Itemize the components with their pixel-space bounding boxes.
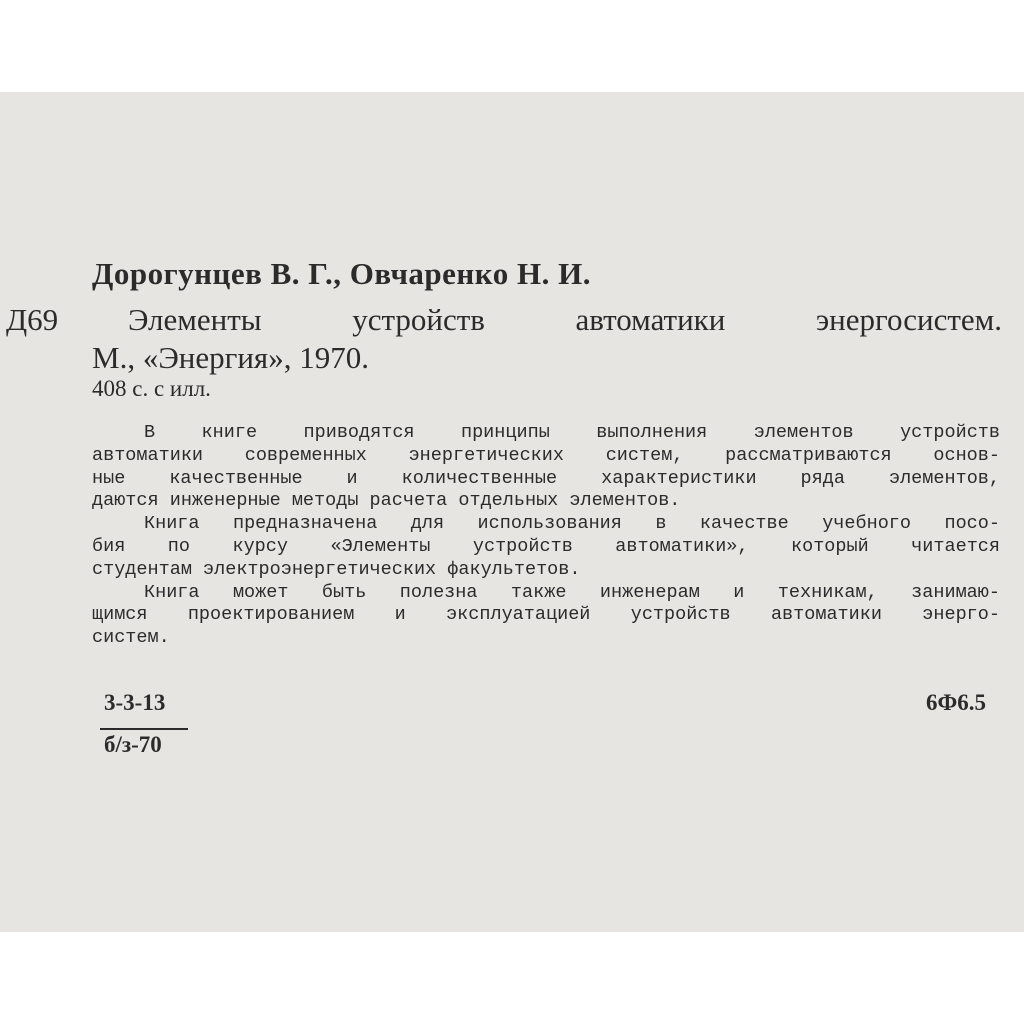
abstract-line: щимся проектированием и эксплуатацией устройств автоматики энерго- bbox=[92, 604, 1000, 626]
title-word: автоматики bbox=[575, 302, 726, 337]
title-word: Элементы bbox=[128, 302, 262, 337]
abstract-line: В книге приводятся принципы выполнения элементов устройств bbox=[144, 422, 1000, 443]
classification-code-bottom: б/з-70 bbox=[104, 732, 162, 757]
publication-info: М., «Энергия», 1970. bbox=[92, 340, 369, 375]
book-title bbox=[128, 302, 1002, 338]
abstract bbox=[92, 422, 1000, 650]
abstract-line: систем. bbox=[92, 627, 170, 649]
classification-code-top: 3-3-13 bbox=[104, 690, 166, 715]
catalog-index: Д69 bbox=[6, 302, 59, 337]
abstract-line: студентам электроэнергетических факультетов. bbox=[92, 558, 581, 580]
abstract-line: Книга может быть полезна также инженерам и техникам, занимаю- bbox=[144, 581, 1000, 603]
abstract-line: даются инженерные методы расчета отдельных элементов. bbox=[92, 490, 681, 512]
abstract-line: бия по курсу «Элементы устройств автоматики», который читается bbox=[92, 535, 1000, 557]
title-word: энергосистем. bbox=[815, 302, 1003, 337]
catalog-card bbox=[0, 92, 1024, 932]
abstract-line: ные качественные и количественные характеристики ряда элементов, bbox=[92, 467, 1000, 489]
udk-code: 6Ф6.5 bbox=[926, 690, 987, 715]
fraction-rule bbox=[100, 728, 188, 730]
abstract-line: Книга предназначена для использования в качестве учебного посо- bbox=[144, 513, 1000, 535]
title-word: устройств bbox=[352, 302, 485, 337]
abstract-line: автоматики современных энергетических систем, рассматриваются основ- bbox=[92, 444, 1000, 466]
authors: Дорогунцев В. Г., Овчаренко Н. И. bbox=[92, 256, 591, 291]
page-count: 408 с. с илл. bbox=[92, 376, 211, 401]
